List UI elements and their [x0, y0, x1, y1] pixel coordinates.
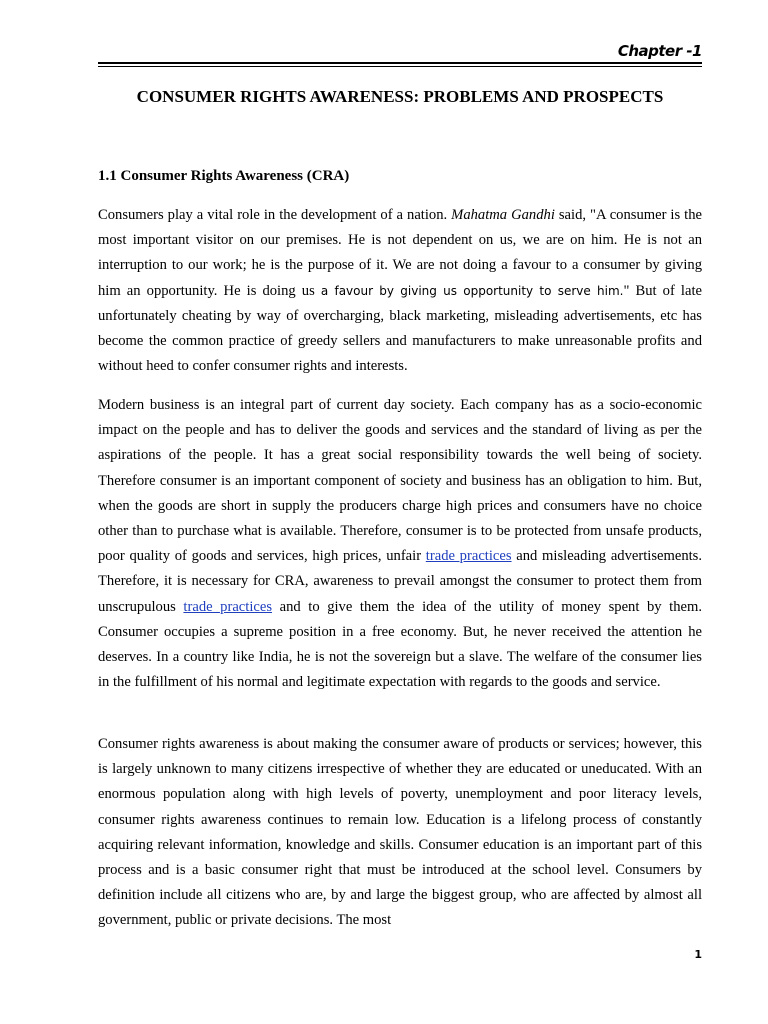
trade-practices-link-2[interactable]: trade practices	[183, 598, 273, 615]
chapter-label: Chapter -1	[617, 42, 702, 60]
paragraph-2-text-a: Modern business is an integral part of current day society. Each company has as a socio-economic impact on the people and has to deliver the goods and services and the standard of living as per the aspirations of the people. It has a great social responsibility towards the well being of society. Therefore consumer is an important component of society and business has an obligation to him. But, when the goods are short in supply the producers charge high prices and consumers have no choice other than to purchase what is available. Therefore, consumer is to be protected from unsafe products, poor quality of goods and services, high prices, unfair	[98, 397, 702, 565]
paragraph-1-sans-run: a favour by giving us opportunity to serve him.	[320, 283, 624, 298]
paragraph-3: Consumer rights awareness is about making the consumer aware of products or services; however, this is largely unknown to many citizens irrespective of whether they are educated or uneducated. With an enormous population along with high levels of poverty, unemployment and poor literacy levels, consumer rights awareness continues to remain low. Education is a lifelong process of constantly acquiring relevant information, knowledge and skills. Consumer education is an important part of this process and is a basic consumer right that must be introduced at the school level. Consumers by definition include all citizens who are, by and large the biggest group, who are affected by almost all government, public or private decisions. The most	[98, 736, 702, 929]
paragraph-1-text-c: " But of late unfortunately cheating by way of overcharging, black marketing, misleading advertisements, etc has become the common practice of greedy sellers and manufacturers to make unreasonable profits and without heed to confer consumer rights and interests.	[98, 282, 702, 375]
paragraph-1-emphasis: Mahatma Gandhi	[451, 207, 555, 223]
paragraph-2-text-b: and misleading advertisements. Therefore, it is necessary for CRA, awareness to prevail amongst the consumer to protect them from unscrupulous	[98, 548, 702, 615]
document-title: CONSUMER RIGHTS AWARENESS: PROBLEMS AND PROSPECTS	[136, 87, 664, 106]
trade-practices-link-1[interactable]: trade practices	[425, 548, 512, 565]
paragraph-2	[98, 393, 702, 695]
section-heading: 1.1 Consumer Rights Awareness (CRA)	[98, 168, 350, 184]
header-rule-thin	[98, 66, 702, 67]
paragraph-1-text-b: said, "A consumer is the most important visitor on our premises. He is not dependent on us, we are on him. He is not an interruption to our work; he is the purpose of it. We are not doing a favour to a consumer by giving him an opportunity. He is doing us	[98, 207, 702, 299]
header-rule-thick	[98, 62, 702, 64]
paragraph-1-text-a: Consumers play a vital role in the development of a nation.	[98, 207, 452, 223]
paragraph-1	[98, 203, 702, 379]
paragraph-2-text-c: and to give them the idea of the utility of money spent by them. Consumer occupies a supreme position in a free economy. But, he never received the attention he deserves. In a country like India, he is not the sovereign but a slave. The welfare of the consumer lies in the fulfillment of his normal and legitimate expectation with regards to the goods and service.	[98, 598, 702, 691]
page-number: 1	[694, 948, 702, 961]
